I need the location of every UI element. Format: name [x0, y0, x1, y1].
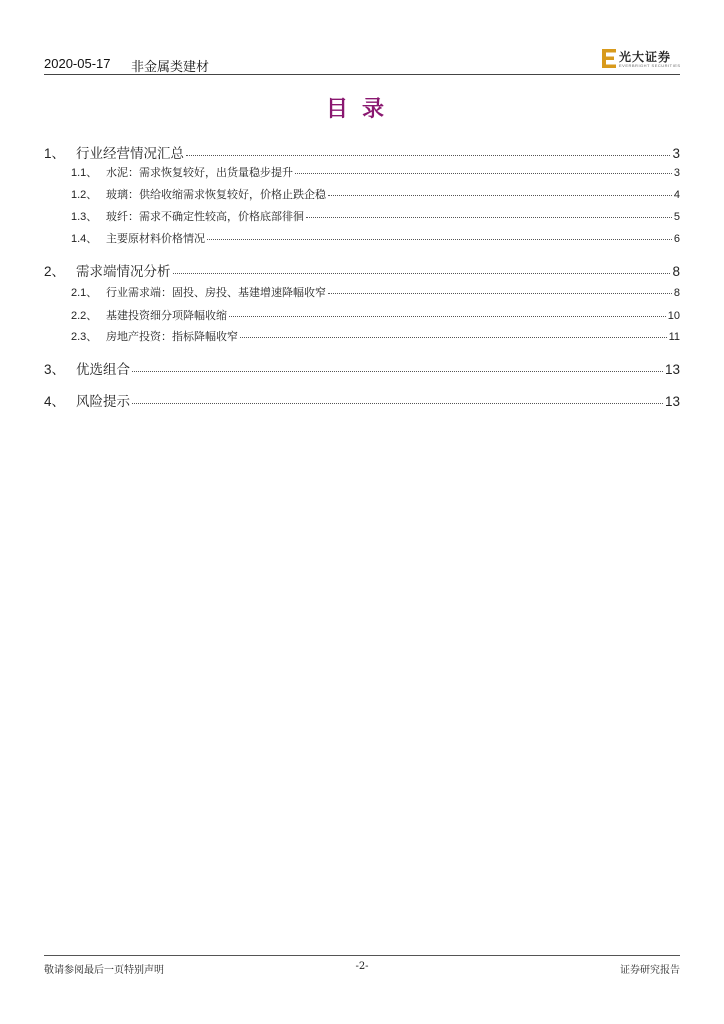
toc-leader-dots [295, 164, 672, 174]
report-sector: 非金属类建材 [131, 59, 210, 74]
toc-entry-title: 风险提示 [76, 394, 130, 409]
toc-entry-number: 1、 [44, 146, 66, 161]
toc-leader-dots [186, 144, 670, 156]
toc-entry-number: 2.2、 [71, 310, 98, 322]
toc-entry[interactable] [44, 260, 680, 280]
footer-disclaimer: 敬请参阅最后一页特别声明 [44, 965, 164, 976]
report-date: 2020-05-17 [44, 56, 111, 71]
brand-logo [602, 48, 680, 70]
toc-leader-dots [306, 208, 672, 218]
toc-entry[interactable] [44, 186, 680, 202]
toc-entry[interactable] [44, 390, 680, 410]
toc-leader-dots [207, 230, 672, 240]
toc-title: 目录 [325, 96, 398, 122]
toc-entry-title: 行业需求端：固投、房投、基建增速降幅收窄 [106, 287, 326, 299]
page-header [44, 48, 680, 75]
toc-entry-number: 2.3、 [71, 331, 98, 343]
toc-entry-number: 1.4、 [71, 233, 98, 245]
toc-entry[interactable] [44, 230, 680, 246]
toc-entry-number: 4、 [44, 394, 66, 409]
toc-entry[interactable] [44, 307, 680, 323]
toc-entry-page: 11 [668, 331, 680, 343]
toc-entry-page: 6 [673, 233, 680, 245]
toc-entry-page: 13 [664, 362, 680, 377]
toc-entry[interactable] [44, 208, 680, 224]
toc-entry-title: 玻璃：供给收缩需求恢复较好，价格止跌企稳 [106, 189, 326, 201]
page-number: -2- [355, 961, 369, 972]
toc-leader-dots [240, 328, 667, 338]
toc-entry-title: 水泥：需求恢复较好，出货量稳步提升 [106, 167, 293, 179]
toc-entry[interactable] [44, 358, 680, 378]
toc-leader-dots [173, 262, 671, 274]
toc-entry-number: 2.1、 [71, 287, 98, 299]
toc-entry-number: 1.3、 [71, 211, 98, 223]
toc-entry-page: 10 [667, 310, 680, 322]
toc-leader-dots [328, 284, 672, 294]
logo-mark-icon [602, 49, 616, 68]
toc-entry-title: 需求端情况分析 [76, 264, 171, 279]
toc-entry-number: 3、 [44, 362, 66, 377]
toc-entry-number: 2、 [44, 264, 66, 279]
toc-entry[interactable] [44, 142, 680, 162]
footer-rule [44, 955, 680, 956]
toc-entry-number: 1.2、 [71, 189, 98, 201]
toc-entry-page: 3 [673, 167, 680, 179]
toc-entry[interactable] [44, 284, 680, 300]
toc-entry-page: 3 [672, 146, 680, 161]
toc-entry-page: 13 [664, 394, 680, 409]
logo-subtitle: EVERBRIGHT SECURITIES [619, 63, 681, 68]
toc-entry-title: 行业经营情况汇总 [76, 146, 184, 161]
footer-report-type: 证券研究报告 [620, 965, 680, 976]
toc-entry-page: 8 [673, 287, 680, 299]
toc-entry-title: 主要原材料价格情况 [106, 233, 205, 245]
toc-leader-dots [328, 186, 672, 196]
toc-entry-title: 优选组合 [76, 362, 130, 377]
toc-entry-page: 4 [673, 189, 680, 201]
toc-leader-dots [229, 307, 666, 317]
toc-leader-dots [132, 392, 663, 404]
toc-entry[interactable] [44, 164, 680, 180]
toc-entry-page: 5 [673, 211, 680, 223]
toc-entry-title: 房地产投资：指标降幅收窄 [106, 331, 238, 343]
toc-entry-title: 基建投资细分项降幅收缩 [106, 310, 227, 322]
toc-entry-title: 玻纤：需求不确定性较高，价格底部徘徊 [106, 211, 304, 223]
toc-entry-number: 1.1、 [71, 167, 98, 179]
toc-entry[interactable] [44, 328, 680, 344]
logo-text: 光大证券 [619, 50, 672, 64]
toc-leader-dots [132, 360, 663, 372]
toc-entry-page: 8 [672, 264, 680, 279]
